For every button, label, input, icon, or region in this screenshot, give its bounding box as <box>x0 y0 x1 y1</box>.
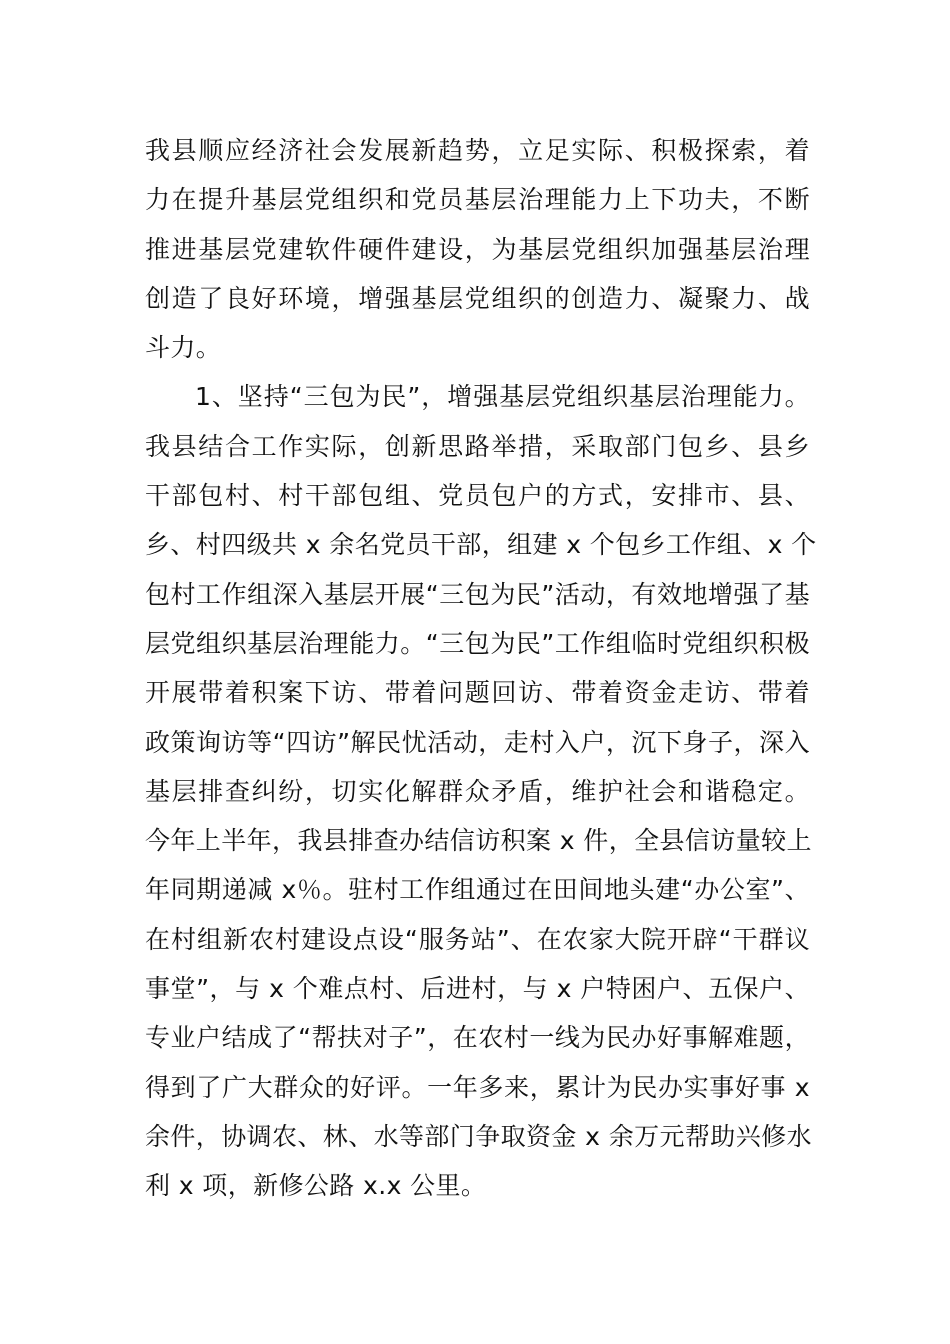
text-line: 推进基层党建软件硬件建设，为基层党组织加强基层治理 <box>145 234 810 264</box>
text-line: 年同期递减 x％。驻村工作组通过在田间地头建“办公室”、 <box>145 875 810 905</box>
section-heading-line: 1、坚持“三包为民”，增强基层党组织基层治理能力。 <box>195 382 810 412</box>
text-line: 在村组新农村建设点设“服务站”、在农家大院开辟“干群议 <box>145 924 810 954</box>
document-body <box>145 126 817 1211</box>
text-line: 我县顺应经济社会发展新趋势，立足实际、积极探索，着 <box>145 136 810 165</box>
text-line: 斗力。 <box>145 333 222 363</box>
text-line: 专业户结成了“帮扶对子”，在农村一线为民办好事解难题， <box>145 1023 810 1053</box>
text-line: 乡、村四级共 x 余名党员干部，组建 x 个包乡工作组、x 个 <box>145 530 817 560</box>
text-line: 开展带着积案下访、带着问题回访、带着资金走访、带着 <box>145 678 810 708</box>
text-line: 利 x 项，新修公路 x.x 公里。 <box>145 1171 487 1201</box>
text-line: 政策询访等“四访”解民忧活动，走村入户，沉下身子，深入 <box>145 727 810 757</box>
text-line: 包村工作组深入基层开展“三包为民”活动，有效地增强了基 <box>145 579 810 609</box>
paragraph-section-1 <box>145 372 817 1210</box>
text-line: 基层排查纠纷，切实化解群众矛盾，维护社会和谐稳定。 <box>145 776 810 806</box>
text-line: 力在提升基层党组织和党员基层治理能力上下功夫，不断 <box>145 185 810 215</box>
text-line: 创造了良好环境，增强基层党组织的创造力、凝聚力、战 <box>145 283 810 313</box>
paragraph-intro <box>145 126 810 372</box>
text-line: 今年上半年，我县排查办结信访积案 x 件，全县信访量较上 <box>145 826 812 856</box>
text-line: 干部包村、村干部包组、党员包户的方式，安排市、县、 <box>145 481 810 511</box>
text-line: 我县结合工作实际，创新思路举措，采取部门包乡、县乡 <box>145 431 810 461</box>
text-line: 层党组织基层治理能力。“三包为民”工作组临时党组织积极 <box>145 628 810 658</box>
text-line: 事堂”，与 x 个难点村、后进村，与 x 户特困户、五保户、 <box>145 974 810 1004</box>
text-line: 余件，协调农、林、水等部门争取资金 x 余万元帮助兴修水 <box>145 1121 812 1151</box>
text-line: 得到了广大群众的好评。一年多来，累计为民办实事好事 x <box>145 1072 810 1102</box>
